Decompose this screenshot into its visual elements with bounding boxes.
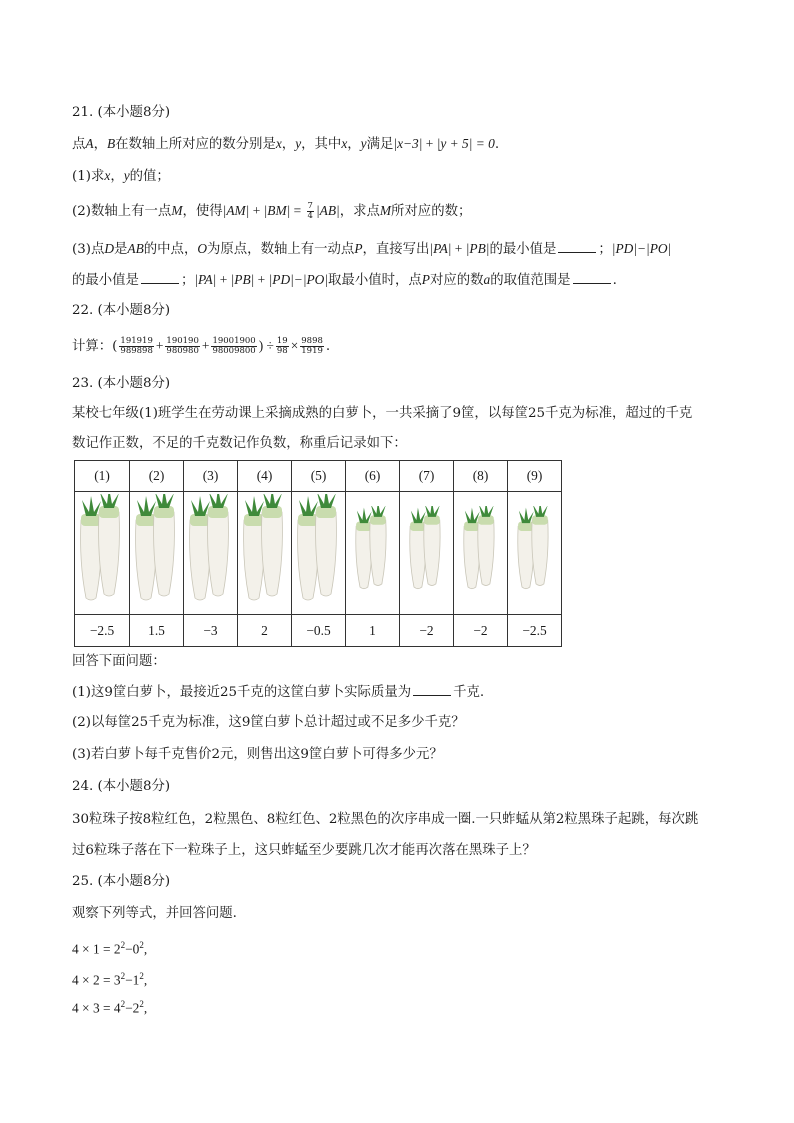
radish-image [294,494,344,608]
q23-answer-lead: 回答下面问题： [72,654,166,669]
q24-line2: 过6粒珠子落在下一粒珠子上，这只蚱蜢至少要跳几次才能再次落在黑珠子上？ [72,843,536,858]
answer-blank[interactable] [558,239,596,253]
radish-image-cell [292,492,346,615]
q21-line1: 点A，B在数轴上所对应的数分别是x，y，其中x，y满足|x−3| + |y + 5| = 0. [72,136,500,152]
radish-image [240,494,290,608]
radish-image-cell [454,492,508,615]
radish-image [515,506,555,596]
basket-number-cell: (6) [346,461,400,492]
q23-part3: (3)若白萝卜每千克售价2元，则售出这9筐白萝卜可得多少元？ [72,747,443,762]
weight-deviation-cell: 1.5 [130,615,184,647]
fraction-7-4: $\frac{7}{4}$ [307,201,313,221]
basket-number-cell: (1) [75,461,130,492]
weight-deviation-cell: −2 [454,615,508,647]
q23-intro-2: 数记作正数，不足的千克数记作负数，称重后记录如下： [72,436,407,451]
radish-image [77,494,127,608]
weight-deviation-cell: −2.5 [508,615,562,647]
radish-image-cell [508,492,562,615]
weight-deviation-cell: 1 [346,615,400,647]
q21-part2: (2)数轴上有一点M，使得|AM| + |BM| = $\frac{7}{4}$ |AB|，求点M所对应的数； [72,201,472,221]
basket-number-cell: (3) [184,461,238,492]
radish-image [461,506,501,596]
radish-image [407,506,447,596]
q23-intro-1: 某校七年级(1)班学生在劳动课上采摘成熟的白萝卜，一共采摘了9筐，以每筐25千克为标准，超过的千克 [72,406,693,421]
q25-equation-2: $4 \times 2 = 3^2-1^2$, [72,971,148,988]
weight-deviation-cell: 2 [238,615,292,647]
basket-number-cell: (7) [400,461,454,492]
q23-part1: (1)这9筐白萝卜，最接近25千克的这筐白萝卜实际质量为 千克. [72,682,484,703]
q21-part3: (3)点D是AB的中点，O为原点，数轴上有一动点P，直接写出|PA| + |PB|的最小值是 ；|PD|−|PO| [72,241,672,257]
radish-image [353,506,393,596]
q25-equation-3: $4 \times 3 = 4^2-2^2$, [72,999,148,1016]
q24-header: 24. (本小题8分) [72,779,171,794]
radish-image [186,494,236,608]
weight-deviation-cell: −2 [400,615,454,647]
weight-deviation-cell: −0.5 [292,615,346,647]
q22-header: 22. (本小题8分) [72,303,171,318]
q21-header: 21. (本小题8分) [72,105,171,120]
q23-part2: (2)以每筐25千克为标准，这9筐白萝卜总计超过或不足多少千克？ [72,715,465,730]
q22-expression: 计算：( $\frac{191919}{989898}$ + $\frac{190190}{980980}$ + $\frac{19001900}{98009800}$ ) ÷ $\frac{19}{98}$ × $\frac{9898}{1919}$ . [72,336,331,356]
basket-number-cell: (4) [238,461,292,492]
basket-number-cell: (2) [130,461,184,492]
q23-header: 23. (本小题8分) [72,376,171,391]
q25-equation-1: $4 \times 1 = 2^2-0^2$, [72,940,148,957]
answer-blank[interactable] [573,270,611,284]
answer-blank[interactable] [141,270,179,284]
weight-deviation-cell: −3 [184,615,238,647]
basket-number-cell: (5) [292,461,346,492]
q25-header: 25. (本小题8分) [72,874,171,889]
radish-weight-table [74,460,562,647]
radish-image-cell [184,492,238,615]
basket-number-cell: (9) [508,461,562,492]
radish-image-cell [130,492,184,615]
radish-image-cell [346,492,400,615]
radish-image-cell [400,492,454,615]
q25-intro: 观察下列等式，并回答问题. [72,906,237,921]
q24-line1: 30粒珠子按8粒红色，2粒黑色、8粒红色、2粒黑色的次序串成一圈.一只蚱蜢从第2粒黑珠子起跳，每次跳 [72,812,699,827]
basket-number-cell: (8) [454,461,508,492]
q21-part1: (1)求x，y的值； [72,168,170,184]
weight-deviation-cell: −2.5 [75,615,130,647]
q21-part3-cont: 的最小值是 ；|PA| + |PB| + |PD|−|PO|取最小值时，点P对应的数a的取值范围是 . [72,272,617,288]
answer-blank[interactable] [413,682,451,696]
radish-image-cell [238,492,292,615]
radish-image [132,494,182,608]
radish-image-cell [75,492,130,615]
